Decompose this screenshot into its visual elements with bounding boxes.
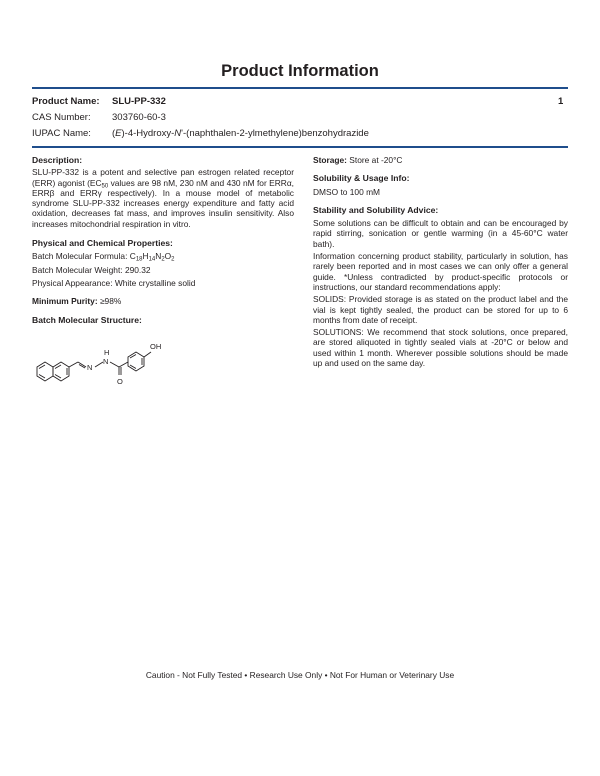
- product-name-label: Product Name:: [32, 96, 100, 107]
- right-column: [313, 155, 568, 368]
- structure-label-n1: N: [87, 363, 93, 372]
- stability-paragraph-solids: SOLIDS: Provided storage is as stated on the product label and the vial is kept tightly sealed, the product can be stored for up to 6 months from date of receipt.: [313, 294, 568, 325]
- stability-heading: Stability and Solubility Advice:: [313, 204, 439, 215]
- molecular-weight: Batch Molecular Weight: 290.32: [32, 264, 151, 275]
- description-heading: Description:: [32, 155, 83, 165]
- cas-label: CAS Number:: [32, 112, 91, 123]
- minimum-purity: Minimum Purity: ≥98%: [32, 296, 122, 307]
- structure-label-n2: N: [103, 357, 109, 366]
- iupac-value: (E)-4-Hydroxy-N'-(naphthalen-2-ylmethylene)benzohydrazide: [112, 128, 369, 139]
- stability-paragraph-solutions: SOLUTIONS: We recommend that stock solutions, once prepared, are stored aliquoted in tightly sealed vials at -20°C or below and used within 1 month. Wherever possible solutions should be made up and used on the same day.: [313, 327, 568, 369]
- page-title: Product Information: [221, 62, 379, 80]
- stability-paragraph-2: Information concerning product stability, particularly in solution, has rarely been reported and in most cases we can only offer a general guide. *Unless contradicted by product-specific protocols or instructions, our standard recommendations apply:: [313, 251, 568, 292]
- description-text: SLU-PP-332 is a potent and selective pan estrogen related receptor (ERR) agonist ($EC_{50}$ values are 98 nM, 230 nM and 430 nM for ERRα, ERRβ and ERRγ respectively). In a mouse model of metabolic syndrome SLU-PP-332 increases energy expenditure and fatty acid oxidation, decreases fat mass, and improves insulin sensitivity. Also increases mitochondrial respiration in vitro.: [32, 167, 295, 229]
- storage-info: Storage: Store at -20°C: [313, 155, 403, 165]
- molecular-structure: [25, 335, 245, 410]
- structure-label-oh: OH: [150, 342, 162, 351]
- title-rule: [32, 87, 568, 89]
- footer-caution: Caution - Not Fully Tested • Research Use Only • Not For Human or Veterinary Use: [145, 670, 455, 680]
- molecular-formula: Batch Molecular Formula: $C_{18}H_{14}N_2O_2$: [32, 251, 175, 263]
- header-rule: [32, 146, 568, 148]
- structure-label-h: H: [104, 348, 110, 357]
- structure-heading: Batch Molecular Structure:: [32, 314, 142, 325]
- page-number: 1: [558, 96, 564, 107]
- stability-paragraph-1: Some solutions can be difficult to obtain and can be encouraged by rapid stirring, sonication or gentle warming (in a 45-60°C water bath).: [313, 218, 568, 249]
- naphthalene-ring-a: [37, 362, 53, 381]
- left-column: [32, 155, 294, 325]
- solubility-heading: Solubility & Usage Info:: [313, 173, 410, 184]
- structure-label-o: O: [117, 377, 123, 386]
- cas-value: 303760-60-3: [112, 112, 166, 123]
- product-name: SLU-PP-332: [112, 96, 166, 107]
- physical-appearance: Physical Appearance: White crystalline solid: [32, 277, 196, 288]
- solubility-value: DMSO to 100 mM: [313, 186, 381, 197]
- iupac-label: IUPAC Name:: [32, 128, 91, 139]
- properties-heading: Physical and Chemical Properties:: [32, 238, 173, 249]
